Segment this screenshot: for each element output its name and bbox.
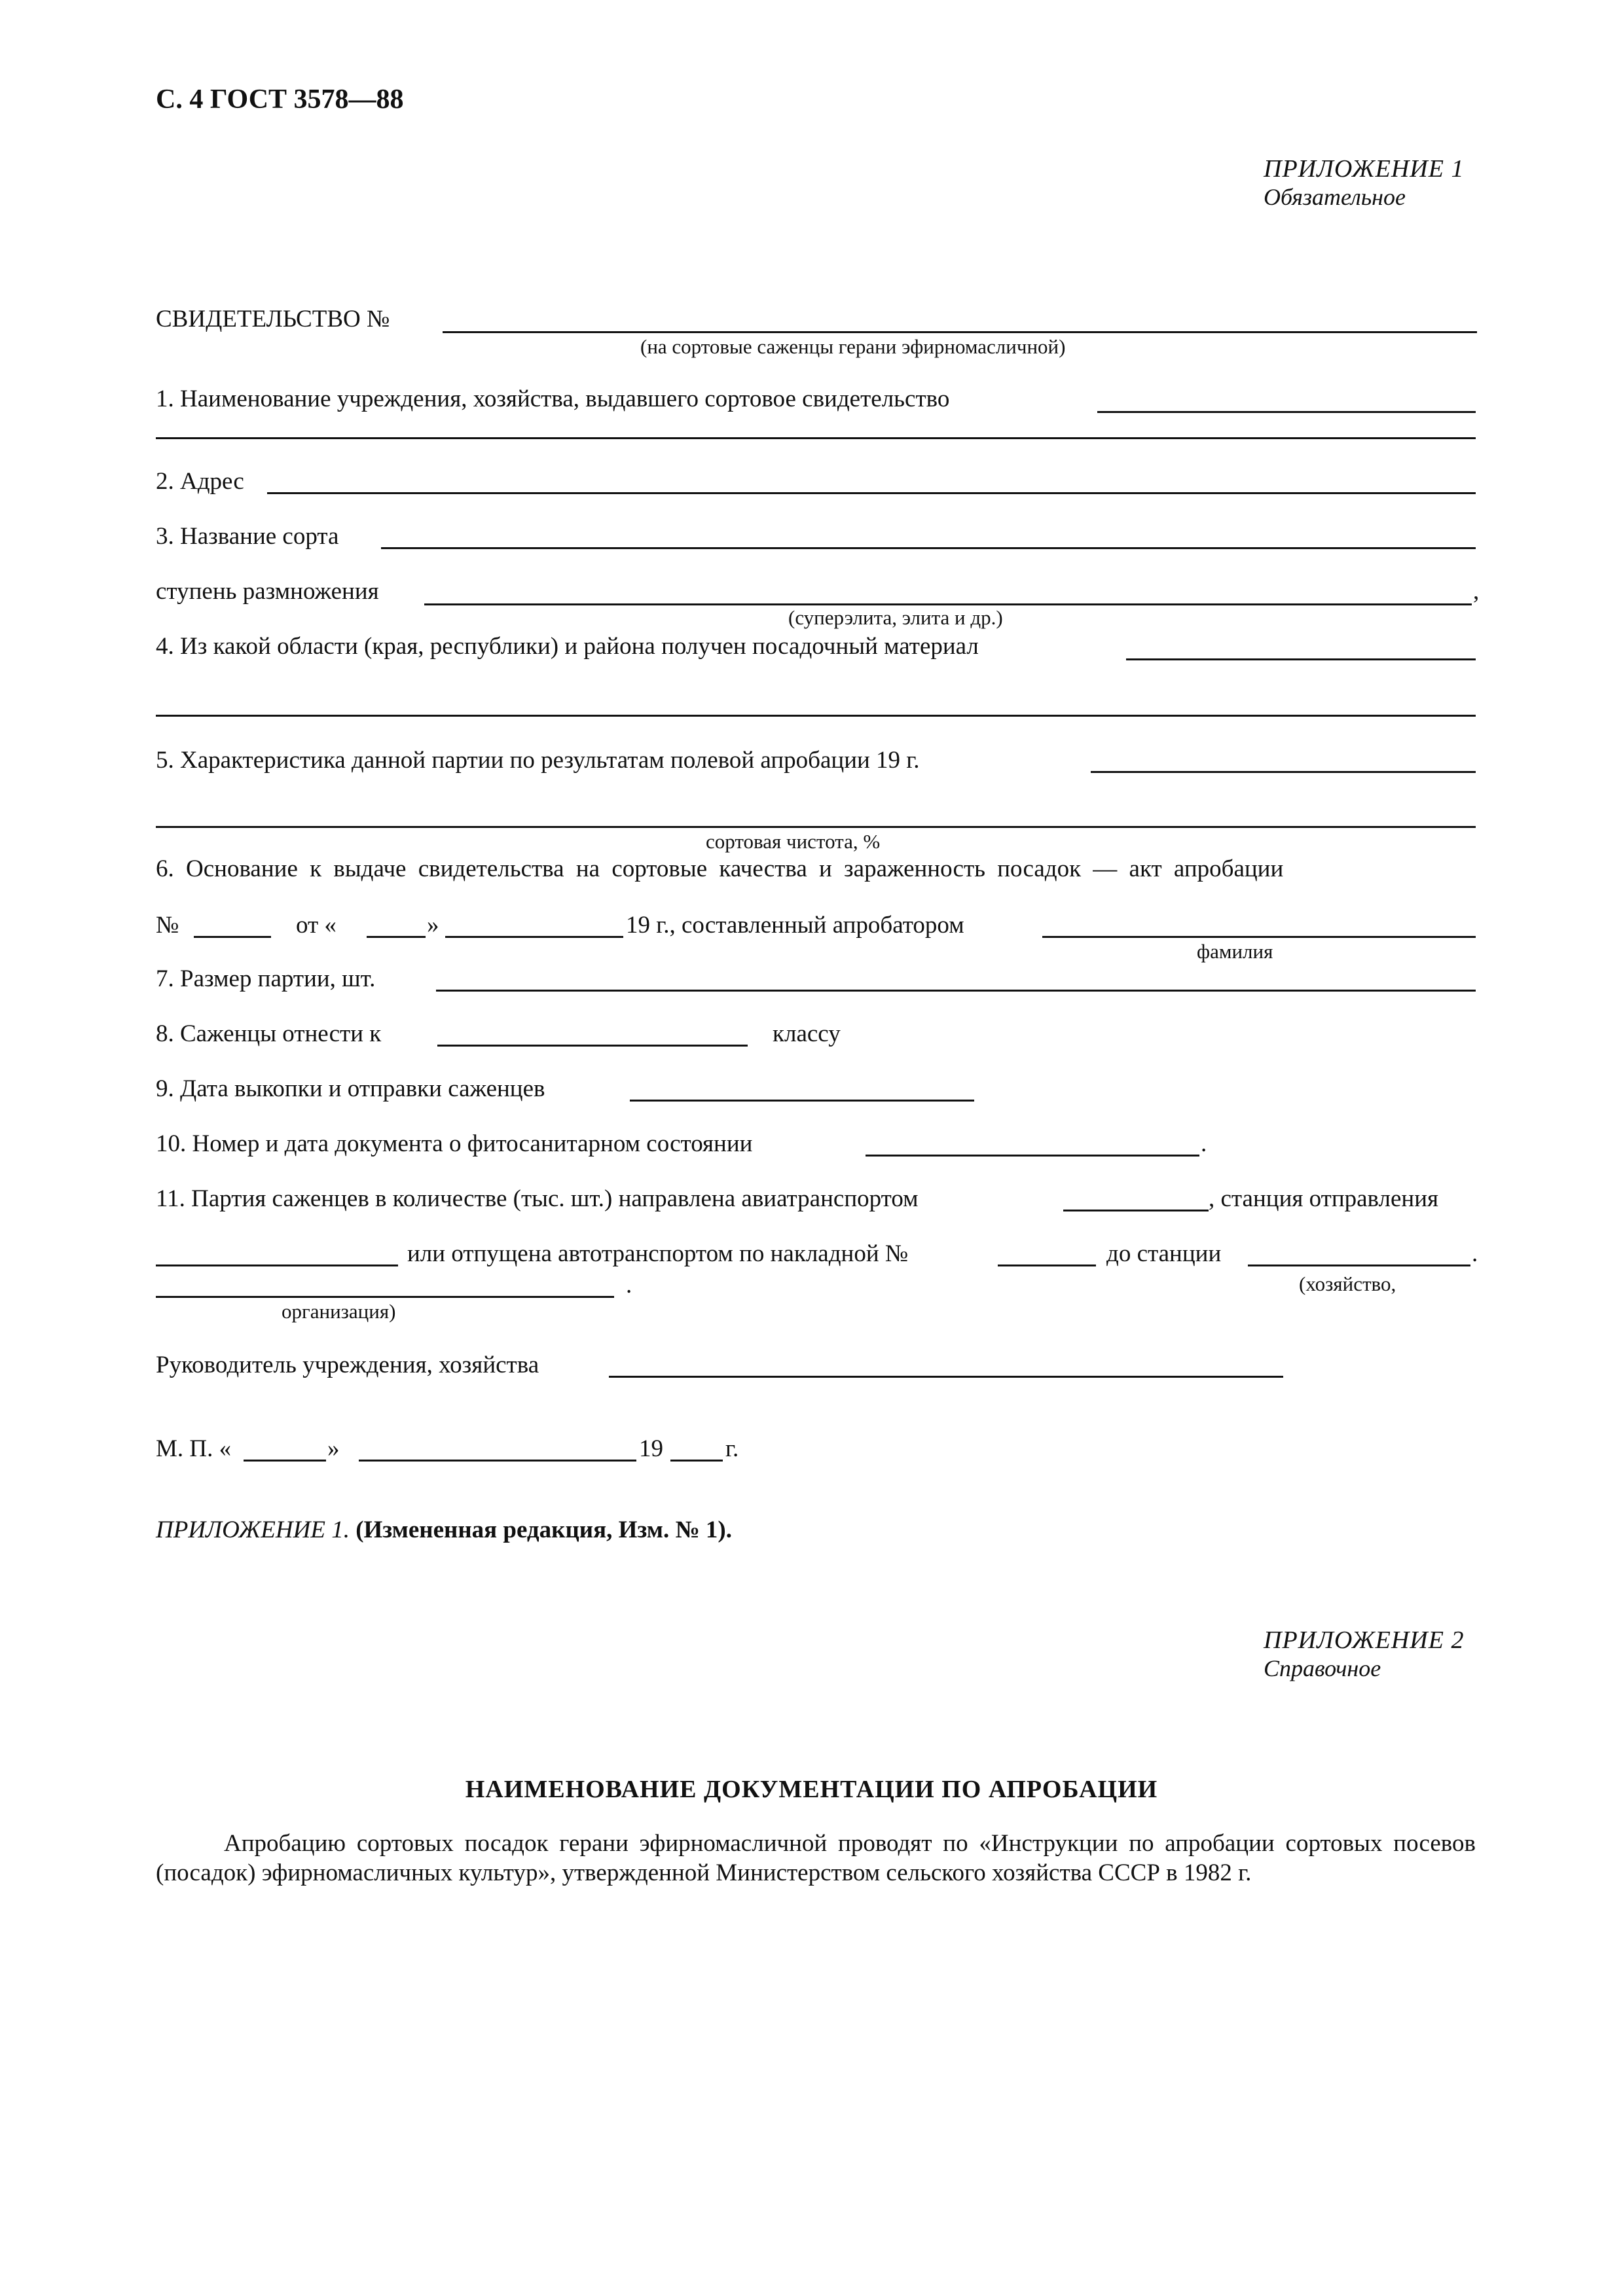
appendix1-note-bold: (Измененная редакция, Изм. № 1). (356, 1516, 732, 1543)
item11-to-station: до станции (1106, 1240, 1222, 1267)
item11-dot-2: . (626, 1272, 632, 1299)
item6-no: № (156, 912, 179, 939)
item6-label: 6. Основание к выдаче свидетельства на сортовые качества и зараженность посадок — акт апробации (156, 855, 1284, 882)
item10-line (866, 1155, 1199, 1157)
item6-no-line (194, 936, 271, 938)
item4-line (1126, 658, 1476, 660)
item11-station-line (156, 1265, 398, 1266)
item2-label: 2. Адрес (156, 468, 244, 495)
mp-g: г. (725, 1435, 739, 1462)
item3-stage-comma: , (1473, 578, 1480, 605)
item6-approbator-line (1042, 936, 1476, 938)
item1-line-2 (156, 437, 1476, 439)
item6-from: от « (296, 912, 337, 939)
item1-line (1097, 411, 1476, 413)
item4-line-2 (156, 715, 1476, 717)
item11-auto-label: или отпущена автотранспортом по накладной № (407, 1240, 909, 1267)
item6-quote: » (427, 912, 439, 939)
item11-label: 11. Партия саженцев в количестве (тыс. шт.) направлена авиатранспортом (156, 1185, 919, 1212)
item11-destination-line (1248, 1265, 1470, 1266)
item7-label: 7. Размер партии, шт. (156, 965, 376, 992)
item5-label: 5. Характеристика данной партии по результатам полевой апробации 19 г. (156, 747, 920, 774)
head-signature-line (609, 1376, 1283, 1378)
mp-year-line (670, 1460, 723, 1462)
item3-stage-caption: (суперэлита, элита и др.) (788, 606, 1003, 629)
mp-quote: » (327, 1435, 340, 1462)
item3-line (381, 547, 1476, 549)
item9-label: 9. Дата выкопки и отправки саженцев (156, 1075, 545, 1102)
item5-line-2 (156, 826, 1476, 828)
item11-station-label: , станция отправления (1209, 1185, 1439, 1212)
appendix1-subtitle: Обязательное (1264, 184, 1406, 210)
appendix2-heading: НАИМЕНОВАНИЕ ДОКУМЕНТАЦИИ ПО АПРОБАЦИИ (465, 1776, 1158, 1803)
item11-org-line (156, 1296, 614, 1298)
page-header-code: С. 4 ГОСТ 3578—88 (156, 84, 404, 115)
item11-quantity-line (1063, 1210, 1209, 1211)
mp-month-line (359, 1460, 636, 1462)
item6-day-line (367, 936, 426, 938)
item9-line (630, 1100, 974, 1102)
item8-suffix: классу (773, 1020, 841, 1047)
item11-caption-farm: (хозяйство, (1299, 1272, 1396, 1295)
appendix2-subtitle: Справочное (1264, 1655, 1381, 1681)
item2-line (267, 492, 1476, 494)
item6-caption: фамилия (1197, 940, 1273, 963)
certificate-number-line (443, 331, 1477, 333)
item3-stage-line (424, 603, 1472, 605)
certificate-title: СВИДЕТЕЛЬСТВО № (156, 306, 390, 332)
mp-year-prefix: 19 (639, 1435, 663, 1462)
certificate-caption: (на сортовые саженцы герани эфирномасличной) (640, 335, 1066, 358)
item3-label: 3. Название сорта (156, 523, 339, 550)
mp-day-line (244, 1460, 326, 1462)
item8-label: 8. Саженцы отнести к (156, 1020, 382, 1047)
item11-dot: . (1472, 1240, 1478, 1267)
item7-line (436, 990, 1476, 992)
item6-year-text: 19 г., составленный апробатором (626, 912, 964, 939)
appendix1-note-italic: ПРИЛОЖЕНИЕ 1. (156, 1516, 350, 1543)
item3-stage-label: ступень размножения (156, 578, 379, 605)
mp-label: М. П. « (156, 1435, 232, 1462)
item10-end: . (1201, 1130, 1207, 1157)
appendix1-note (156, 1516, 732, 1545)
item10-label: 10. Номер и дата документа о фитосанитарном состоянии (156, 1130, 753, 1157)
item11-invoice-line (998, 1265, 1096, 1266)
item8-line (437, 1045, 748, 1047)
item4-label: 4. Из какой области (края, республики) и района получен посадочный материал (156, 633, 979, 660)
appendix2-title: ПРИЛОЖЕНИЕ 2 (1264, 1626, 1465, 1654)
item6-month-line (445, 936, 623, 938)
appendix2-paragraph: Апробацию сортовых посадок герани эфирномасличной проводят по «Инструкции по апробации сортовых посевов (посадок) эфирномасличных культур», утвержденной Министерством сельского хозяйства СССР в 1982 г. (156, 1830, 1476, 1886)
item1-label: 1. Наименование учреждения, хозяйства, выдавшего сортовое свидетельство (156, 386, 950, 412)
appendix1-title: ПРИЛОЖЕНИЕ 1 (1264, 155, 1465, 183)
item5-caption: сортовая чистота, % (706, 830, 881, 853)
item11-caption-org: организация) (282, 1300, 396, 1323)
head-label: Руководитель учреждения, хозяйства (156, 1352, 539, 1378)
item5-line (1091, 771, 1476, 773)
